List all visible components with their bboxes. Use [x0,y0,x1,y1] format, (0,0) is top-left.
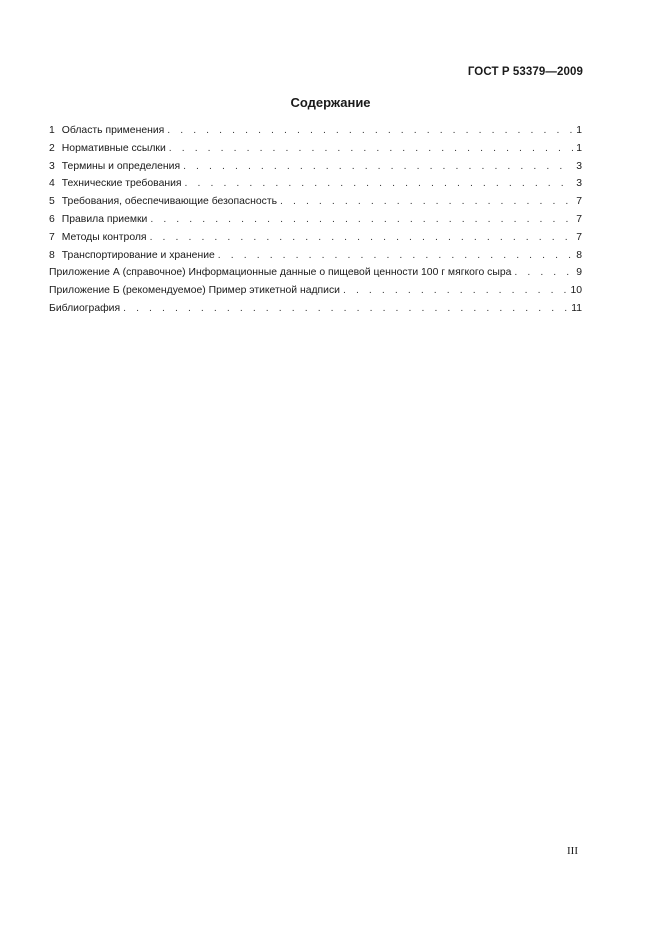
toc-dot-leader [150,229,574,247]
toc-entry-label [49,193,280,211]
toc-entry-number: 6 [49,213,55,225]
toc-entry[interactable] [49,300,582,318]
toc-entry-label [49,211,150,229]
toc-entry-number: 8 [49,249,55,261]
toc-entry-number: 5 [49,196,55,208]
toc-entry-page: 10 [570,285,582,297]
toc-entry-page: 9 [576,267,582,279]
toc-entry-label [49,264,514,282]
document-code: ГОСТ Р 53379—2009 [467,66,583,78]
toc-entry[interactable] [49,264,582,282]
toc-entry-number: 1 [49,125,55,136]
toc-entry-text: Правила приемки [61,213,148,225]
toc-entry-page: 11 [571,302,582,314]
toc-entry-text: Термины и определения [61,160,181,172]
toc-entry-text: Методы контроля [61,231,147,243]
toc-entry-page: 7 [576,231,582,243]
toc-entry-label [49,247,218,265]
toc-dot-leader [169,140,573,158]
toc-entry-text: Область применения [61,125,165,136]
toc-dot-leader [280,193,573,211]
toc-entry[interactable] [49,175,582,193]
toc-entry[interactable] [49,193,582,211]
toc-entry-text: Технические требования [61,178,182,190]
toc-entry[interactable] [49,122,582,140]
toc-entry-number: 2 [49,142,55,154]
toc-entry-label [49,158,183,176]
toc-entry-text: Нормативные ссылки [61,142,166,154]
toc-dot-leader [343,282,567,300]
toc-entry-text: Требования, обеспечивающие безопасность [61,196,277,208]
toc-entry-text: Библиография [49,302,121,314]
toc-entry-page: 1 [576,142,582,154]
toc-entry[interactable] [49,282,582,300]
toc-entry[interactable] [49,158,582,176]
page-number: III [567,845,578,857]
toc-entry-page: 8 [576,249,582,261]
toc-entry-page: 7 [576,213,582,225]
toc-entry-label [49,229,150,247]
toc-entry-label [49,140,169,158]
toc-entry-label [49,300,123,318]
toc-dot-leader [167,122,573,140]
toc-dot-leader [514,264,573,282]
table-of-contents [49,122,582,318]
toc-entry-text: Приложение Б (рекомендуемое) Пример этикетной надписи [49,285,340,297]
toc-entry-text: Транспортирование и хранение [61,249,215,261]
toc-entry-page: 7 [576,196,582,208]
toc-entry-label [49,122,167,140]
toc-dot-leader [185,175,574,193]
toc-entry[interactable] [49,211,582,229]
toc-title: Содержание [290,95,371,110]
toc-entry-page: 1 [576,125,582,136]
toc-entry-number: 4 [49,178,55,190]
toc-entry-label [49,175,185,193]
toc-entry-page: 3 [576,178,582,190]
toc-entry-label [49,282,343,300]
toc-entry[interactable] [49,140,582,158]
toc-entry-number: 3 [49,160,55,172]
toc-dot-leader [218,247,573,265]
toc-dot-leader [150,211,573,229]
toc-dot-leader [123,300,568,318]
toc-entry[interactable] [49,247,582,265]
toc-dot-leader [183,158,573,176]
toc-entry-text: Приложение А (справочное) Информационные данные о пищевой ценности 100 г мягкого сыра [49,267,512,279]
toc-entry-page: 3 [576,160,582,172]
toc-entry-number: 7 [49,231,55,243]
toc-entry[interactable] [49,229,582,247]
